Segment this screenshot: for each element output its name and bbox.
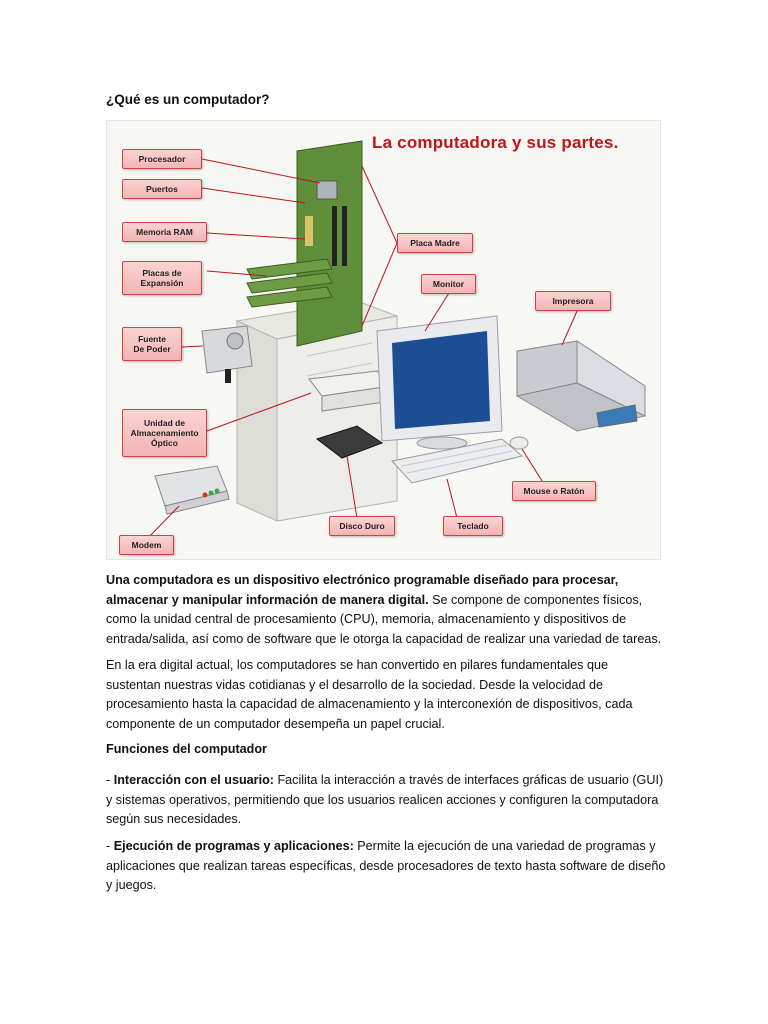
mouse-illustration bbox=[510, 437, 528, 449]
function-item-text: Facilita la interacción a través de interfaces gráficas de usuario (GUI) y sistemas operativos, permitiendo que los usuarios realicen acciones y configuren la computadora según sus necesidades. bbox=[106, 773, 664, 826]
label-unidad-optico bbox=[122, 409, 207, 457]
label-teclado: Teclado bbox=[443, 516, 503, 536]
function-item-interaccion bbox=[106, 771, 666, 830]
function-item-bold: Interacción con el usuario: bbox=[113, 773, 274, 787]
intro-paragraph bbox=[106, 571, 666, 649]
intro-rest: Se compone de componentes físicos, como la unidad central de procesamiento (CPU), memoria, almacenamiento y dispositivos de entrada/salida, así como de software que le otorga la capacidad de realizar una variedad de tareas. bbox=[106, 592, 662, 646]
function-item-prefix: - bbox=[106, 773, 114, 787]
label-unidad-line2: Almacenamiento bbox=[130, 428, 199, 438]
label-fuente-de-poder bbox=[122, 327, 182, 361]
label-procesador: Procesador bbox=[122, 149, 202, 169]
label-placas-expansion-line2: Expansión bbox=[140, 278, 184, 288]
label-modem: Modem bbox=[119, 535, 174, 555]
printer-illustration bbox=[517, 341, 645, 431]
function-item-ejecucion bbox=[106, 837, 666, 896]
label-puertos: Puertos bbox=[122, 179, 202, 199]
function-item-text: Permite la ejecución de una variedad de programas y aplicaciones que realizan tareas específicas, desde procesadores de texto hasta software de diseño y juegos. bbox=[106, 839, 666, 892]
modem-illustration bbox=[155, 466, 229, 514]
label-placas-expansion bbox=[122, 261, 202, 295]
label-monitor: Monitor bbox=[421, 274, 476, 294]
motherboard-illustration bbox=[297, 141, 362, 346]
label-fuente-line1: Fuente bbox=[138, 334, 166, 344]
label-unidad-line1: Unidad de bbox=[143, 418, 186, 428]
figure-title: La computadora y sus partes. bbox=[372, 133, 619, 152]
function-item-bold: Ejecución de programas y aplicaciones: bbox=[113, 839, 354, 853]
monitor-illustration bbox=[377, 316, 502, 449]
label-unidad-line3: Óptico bbox=[151, 438, 178, 448]
function-item-prefix: - bbox=[106, 839, 114, 853]
intro-bold: Una computadora es un dispositivo electrónico programable diseñado para procesar, almacenar y manipular información de manera digital. bbox=[106, 573, 619, 607]
era-digital-paragraph: En la era digital actual, los computadores se han convertido en pilares fundamentales que sustentan nuestras vidas cotidianas y el desarrollo de la sociedad. Desde la velocidad de procesamiento hasta la capacidad de almacenamiento y la interconexión de dispositivos, cada componente de un computador desempeña un papel crucial. bbox=[106, 658, 633, 731]
label-placa-madre: Placa Madre bbox=[397, 233, 473, 253]
label-placas-expansion-line1: Placas de bbox=[142, 268, 182, 278]
label-mouse: Mouse o Ratón bbox=[512, 481, 596, 501]
label-impresora: Impresora bbox=[535, 291, 611, 311]
functions-title: Funciones del computador bbox=[106, 742, 267, 756]
label-disco-duro: Disco Duro bbox=[329, 516, 395, 536]
label-fuente-line2: De Poder bbox=[133, 344, 171, 354]
label-memoria-ram: Memoria RAM bbox=[122, 222, 207, 242]
page-heading: ¿Qué es un computador? bbox=[106, 92, 270, 107]
computer-parts-figure bbox=[106, 120, 661, 560]
